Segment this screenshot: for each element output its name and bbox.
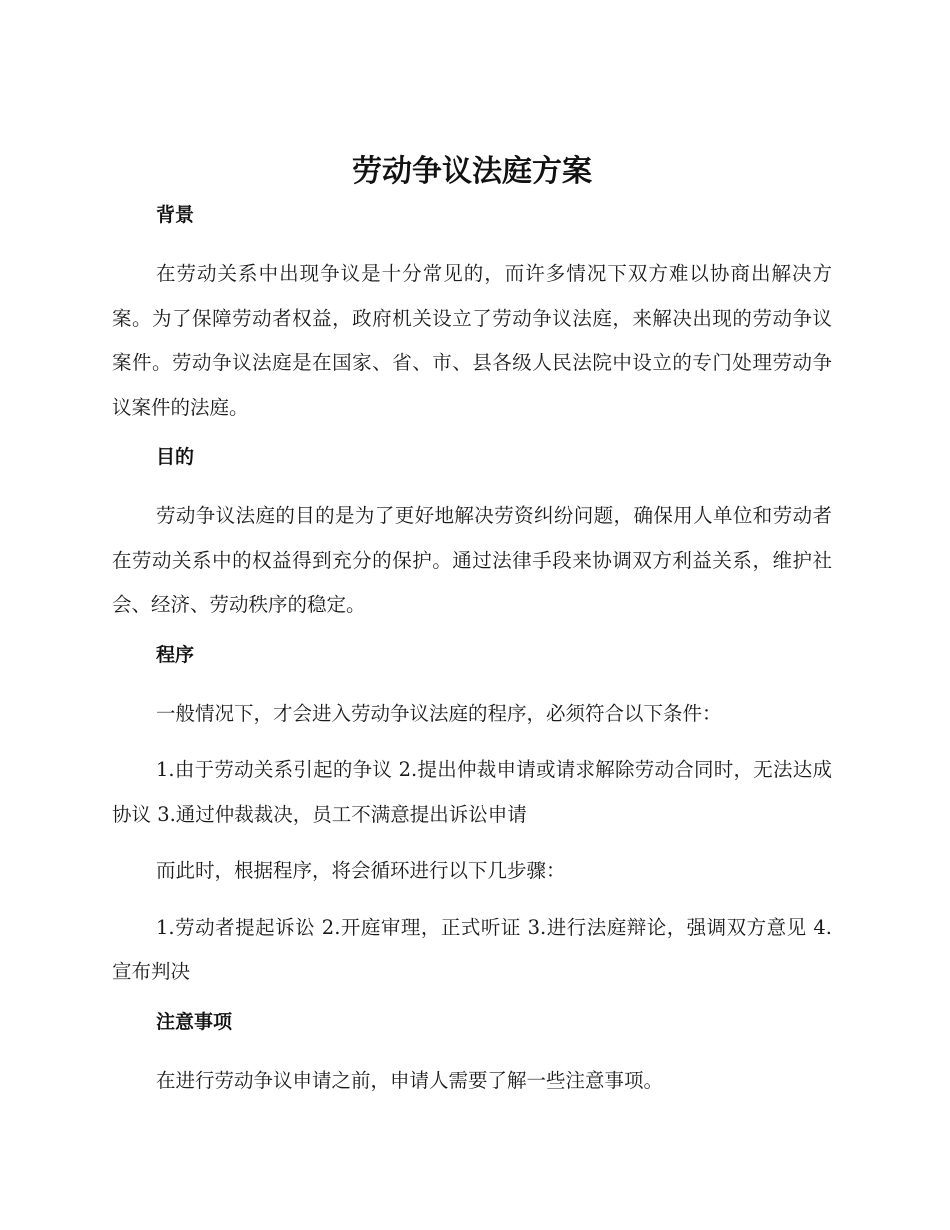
section-purpose [112,442,832,628]
document-body [112,150,832,1115]
paragraph: 劳动争议法庭的目的是为了更好地解决劳资纠纷问题，确保用人单位和劳动者在劳动关系中的权益得到充分的保护。通过法律手段来协调双方利益关系，维护社会、经济、劳动秩序的稳定。 [112,504,832,616]
section-notes [112,1007,832,1104]
section-background [112,200,832,430]
paragraph: 在进行劳动争议申请之前，申请人需要了解一些注意事项。 [156,1068,664,1092]
section-heading: 背景 [156,204,195,226]
section-heading: 目的 [156,446,195,468]
section-procedure [112,640,832,995]
section-heading: 程序 [156,643,195,666]
paragraph: 1.由于劳动关系引起的争议 2.提出仲裁申请或请求解除劳动合同时，无法达成协议 3.通过仲裁裁决，员工不满意提出诉讼申请 [112,758,832,826]
section-heading: 注意事项 [156,1010,233,1033]
paragraph: 1.劳动者提起诉讼 2.开庭审理，正式听证 3.进行法庭辩论，强调双方意见 4.宣布判决 [112,915,832,983]
paragraph: 而此时，根据程序，将会循环进行以下几步骤： [156,859,566,882]
document-title: 劳动争议法庭方案 [352,154,592,189]
paragraph: 一般情况下，才会进入劳动争议法庭的程序，必须符合以下条件： [156,701,722,725]
paragraph: 在劳动关系中出现争议是十分常见的，而许多情况下双方难以协商出解决方案。为了保障劳动者权益，政府机关设立了劳动争议法庭，来解决出现的劳动争议案件。劳动争议法庭是在国家、省、市、县各级人民法院中设立的专门处理劳动争议案件的法庭。 [112,262,832,419]
